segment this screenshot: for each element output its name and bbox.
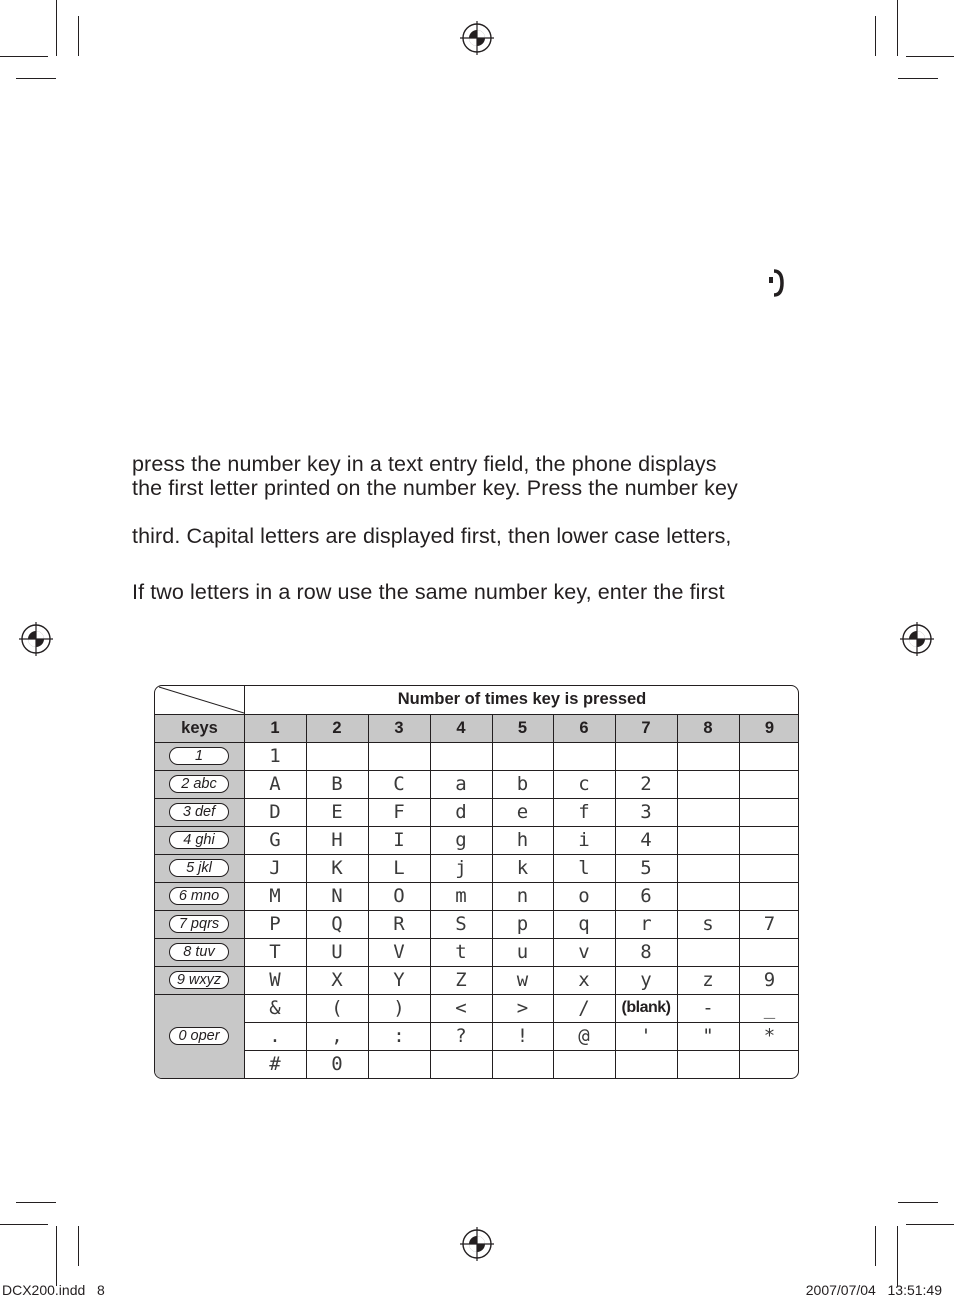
- grid-line: [155, 798, 799, 799]
- char-cell: [368, 1050, 430, 1078]
- grid-line: [306, 714, 307, 1079]
- char-cell: @: [578, 1025, 590, 1047]
- grid-line: [155, 770, 799, 771]
- char-cell: [368, 742, 430, 770]
- grid-line: [368, 714, 369, 1079]
- char-cell: [739, 882, 799, 910]
- char-cell: .: [269, 1025, 281, 1047]
- grid-line: [155, 910, 799, 911]
- body-text-line: third. Capital letters are displayed first, then lower case letters,: [132, 524, 732, 548]
- keypad-key-6: 6 mno: [169, 887, 229, 905]
- char-cell: c: [578, 773, 590, 795]
- char-cell: S: [455, 913, 467, 935]
- registration-mark-icon: [900, 622, 934, 656]
- grid-line: [155, 938, 799, 939]
- char-cell: [553, 1050, 615, 1078]
- char-cell: t: [455, 941, 467, 963]
- char-cell: E: [331, 801, 343, 823]
- char-cell: [677, 826, 739, 854]
- char-cell: [615, 1050, 677, 1078]
- char-cell: U: [331, 941, 343, 963]
- keypad-key-9: 9 wxyz: [169, 971, 229, 989]
- char-cell: a: [455, 773, 467, 795]
- char-cell: [553, 742, 615, 770]
- grid-line: [430, 714, 431, 1079]
- keys-label: keys: [181, 719, 218, 737]
- char-cell: g: [455, 829, 467, 851]
- char-cell: j: [455, 857, 467, 879]
- char-cell: 1: [269, 745, 281, 767]
- char-cell: ': [640, 1025, 652, 1047]
- character-entry-table: [154, 685, 799, 1079]
- char-cell: H: [331, 829, 343, 851]
- char-cell: [677, 882, 739, 910]
- char-cell: C: [393, 773, 405, 795]
- char-cell: (blank): [621, 999, 671, 1016]
- char-cell: R: [393, 913, 405, 935]
- char-cell: X: [331, 969, 343, 991]
- press-count-header: 2: [332, 719, 342, 737]
- char-cell: r: [640, 913, 652, 935]
- char-cell: I: [393, 829, 405, 851]
- char-cell: 3: [640, 801, 652, 823]
- keypad-key-7: 7 pqrs: [169, 915, 229, 933]
- char-cell: [492, 1050, 553, 1078]
- char-cell: z: [702, 969, 714, 991]
- char-cell: Z: [455, 969, 467, 991]
- char-cell: [677, 1050, 739, 1078]
- keypad-key-4: 4 ghi: [169, 831, 229, 849]
- char-cell: N: [331, 885, 343, 907]
- char-cell: Y: [393, 969, 405, 991]
- char-cell: l: [578, 857, 590, 879]
- grid-line: [155, 882, 799, 883]
- char-cell: &: [269, 997, 281, 1019]
- char-cell: n: [516, 885, 529, 907]
- char-cell: <: [455, 997, 467, 1019]
- char-cell: :: [393, 1025, 405, 1047]
- grid-line: [155, 714, 799, 715]
- grid-line: [553, 714, 554, 1079]
- char-cell: [677, 770, 739, 798]
- char-cell: [739, 798, 799, 826]
- header-title: Number of times key is pressed: [397, 690, 647, 708]
- char-cell: K: [331, 857, 343, 879]
- body-text-line: press the number key in a text entry field, the phone displays: [132, 452, 717, 476]
- char-cell: f: [578, 801, 590, 823]
- char-cell: [430, 1050, 492, 1078]
- keypad-key-1: 1: [169, 747, 229, 765]
- grid-line: [244, 686, 245, 1079]
- char-cell: #: [269, 1053, 281, 1075]
- char-cell: *: [763, 1025, 776, 1047]
- char-cell: (: [331, 997, 343, 1019]
- keypad-key-5: 5 jkl: [169, 859, 229, 877]
- char-cell: m: [455, 885, 467, 907]
- char-cell: [677, 854, 739, 882]
- press-count-header: 3: [394, 719, 404, 737]
- char-cell: d: [455, 801, 467, 823]
- char-cell: p: [516, 913, 529, 935]
- char-cell: 6: [640, 885, 652, 907]
- char-cell: Q: [331, 913, 343, 935]
- grid-line: [244, 1050, 799, 1051]
- char-cell: [739, 854, 799, 882]
- char-cell: D: [269, 801, 281, 823]
- grid-line: [155, 994, 799, 995]
- char-cell: [306, 742, 368, 770]
- char-cell: B: [331, 773, 343, 795]
- char-cell: [430, 742, 492, 770]
- char-cell: u: [516, 941, 529, 963]
- char-cell: y: [640, 969, 652, 991]
- char-cell: [615, 742, 677, 770]
- handset-icon: [766, 268, 784, 298]
- char-cell: !: [516, 1025, 529, 1047]
- press-count-header: 8: [703, 719, 713, 737]
- footer-timestamp: 2007/07/04 13:51:49: [805, 1282, 942, 1298]
- grid-line: [615, 714, 616, 1079]
- keypad-key-0: 0 oper: [169, 1027, 229, 1045]
- char-cell: w: [516, 969, 529, 991]
- char-cell: >: [516, 997, 529, 1019]
- char-cell: [677, 742, 739, 770]
- char-cell: 8: [640, 941, 652, 963]
- keypad-key-3: 3 def: [169, 803, 229, 821]
- char-cell: 5: [640, 857, 652, 879]
- press-count-header: 9: [764, 719, 775, 737]
- char-cell: ,: [331, 1025, 343, 1047]
- char-cell: [739, 826, 799, 854]
- char-cell: _: [763, 997, 776, 1019]
- char-cell: M: [269, 885, 281, 907]
- char-cell: G: [269, 829, 281, 851]
- grid-line: [155, 854, 799, 855]
- grid-line: [244, 1022, 799, 1023]
- grid-line: [155, 742, 799, 743]
- grid-line: [155, 966, 799, 967]
- corner-diagonal: [155, 686, 244, 714]
- char-cell: 9: [763, 969, 776, 991]
- char-cell: s: [702, 913, 714, 935]
- char-cell: i: [578, 829, 590, 851]
- registration-mark-icon: [460, 21, 494, 55]
- press-count-header: 5: [517, 719, 528, 737]
- body-text-line: If two letters in a row use the same number key, enter the first: [132, 580, 725, 604]
- char-cell: 0: [331, 1053, 343, 1075]
- char-cell: V: [393, 941, 405, 963]
- char-cell: 2: [640, 773, 652, 795]
- press-count-header: 6: [579, 719, 589, 737]
- char-cell: J: [269, 857, 281, 879]
- footer-file-info: DCX200.indd 8: [2, 1282, 105, 1298]
- char-cell: b: [516, 773, 529, 795]
- char-cell: A: [269, 773, 281, 795]
- char-cell: o: [578, 885, 590, 907]
- char-cell: /: [578, 997, 590, 1019]
- char-cell: W: [269, 969, 281, 991]
- char-cell: T: [269, 941, 281, 963]
- char-cell: ): [393, 997, 405, 1019]
- char-cell: [739, 770, 799, 798]
- keypad-key-2: 2 abc: [169, 775, 229, 793]
- char-cell: x: [578, 969, 590, 991]
- keypad-key-8: 8 tuv: [169, 943, 229, 961]
- char-cell: F: [393, 801, 405, 823]
- press-count-header: 7: [641, 719, 651, 737]
- char-cell: q: [578, 913, 590, 935]
- grid-line: [492, 714, 493, 1079]
- grid-line: [677, 714, 678, 1079]
- grid-line: [155, 826, 799, 827]
- press-count-header: 1: [270, 719, 280, 737]
- char-cell: O: [393, 885, 405, 907]
- body-text-line: the first letter printed on the number key. Press the number key: [132, 476, 738, 500]
- char-cell: -: [702, 997, 714, 1019]
- char-cell: [739, 938, 799, 966]
- char-cell: [677, 798, 739, 826]
- grid-line: [739, 714, 740, 1079]
- char-cell: P: [269, 913, 281, 935]
- char-cell: [739, 1050, 799, 1078]
- char-cell: ?: [455, 1025, 467, 1047]
- char-cell: k: [516, 857, 529, 879]
- char-cell: 7: [763, 913, 776, 935]
- char-cell: L: [393, 857, 405, 879]
- press-count-header: 4: [456, 719, 466, 737]
- char-cell: e: [516, 801, 529, 823]
- char-cell: ": [702, 1025, 714, 1047]
- char-cell: [492, 742, 553, 770]
- registration-mark-icon: [19, 622, 53, 656]
- registration-mark-icon: [460, 1227, 494, 1261]
- char-cell: v: [578, 941, 590, 963]
- char-cell: [677, 938, 739, 966]
- char-cell: h: [516, 829, 529, 851]
- char-cell: 4: [640, 829, 652, 851]
- char-cell: [739, 742, 799, 770]
